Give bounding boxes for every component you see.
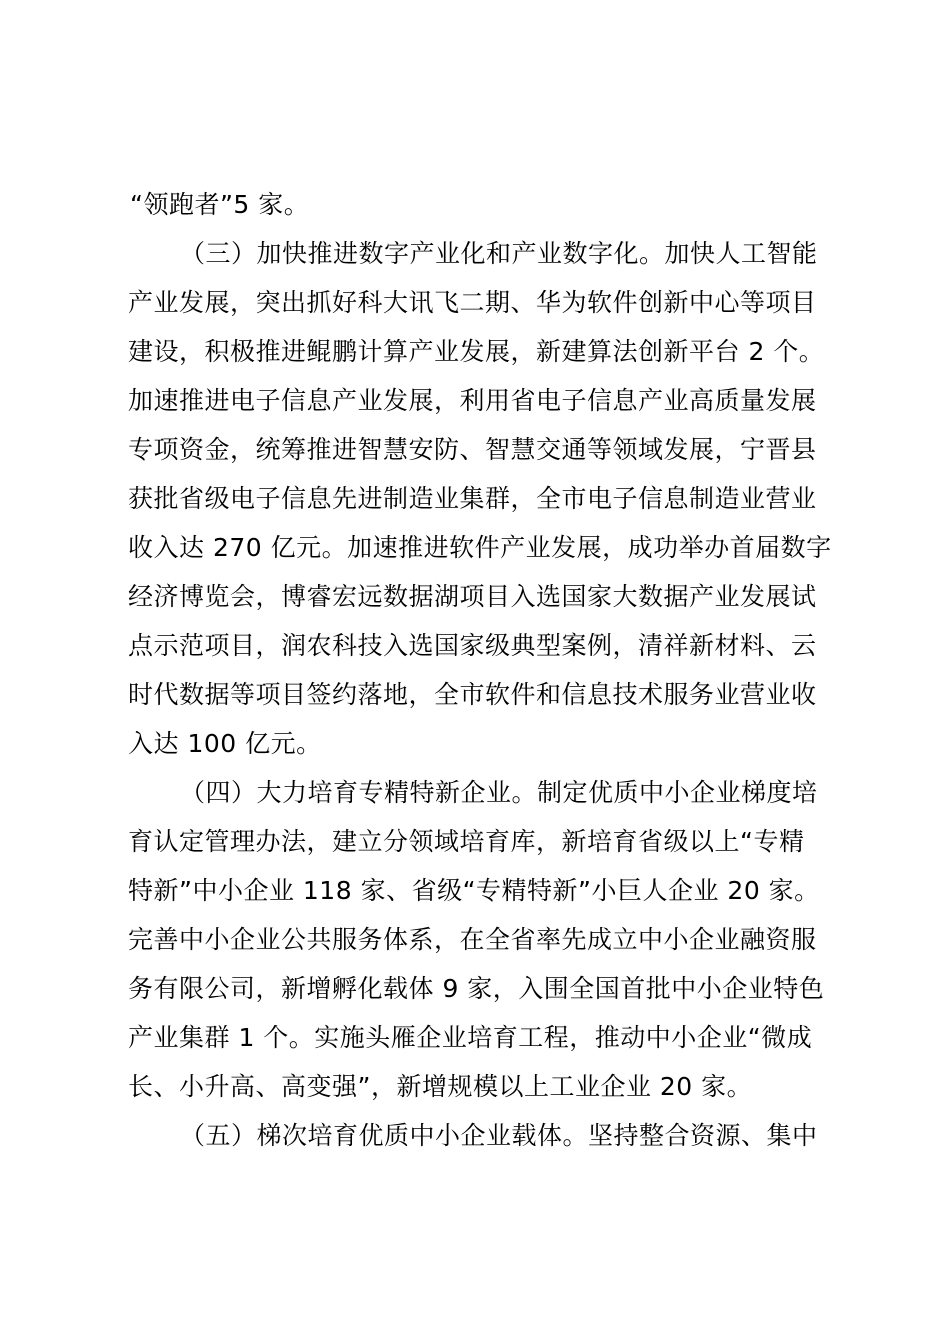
text-line: 加速推进电子信息产业发展，利用省电子信息产业高质量发展 xyxy=(128,386,817,415)
section-heading-line: （五）梯次培育优质中小企业载体。坚持整合资源、集中 xyxy=(180,1121,818,1150)
text-line: 获批省级电子信息先进制造业集群，全市电子信息制造业营业 xyxy=(128,484,817,513)
text-line: 经济博览会，博睿宏远数据湖项目入选国家大数据产业发展试 xyxy=(128,582,817,611)
text-line: 时代数据等项目签约落地，全市软件和信息技术服务业营业收 xyxy=(128,680,817,709)
text-line: 产业发展，突出抓好科大讯飞二期、华为软件创新中心等项目 xyxy=(128,288,817,317)
text-line: “领跑者”5 家。 xyxy=(130,190,310,219)
text-line: 完善中小企业公共服务体系，在全省率先成立中小企业融资服 xyxy=(128,925,817,954)
text-line: 入达 100 亿元。 xyxy=(128,729,322,758)
text-line: 育认定管理办法，建立分领域培育库，新培育省级以上“专精 xyxy=(128,827,805,856)
text-line: 点示范项目，润农科技入选国家级典型案例，清祥新材料、云 xyxy=(128,631,817,660)
text-line: 产业集群 1 个。实施头雁企业培育工程，推动中小企业“微成 xyxy=(128,1023,813,1052)
text-line: 特新”中小企业 118 家、省级“专精特新”小巨人企业 20 家。 xyxy=(128,876,820,905)
text-line: 务有限公司，新增孵化载体 9 家，入围全国首批中小企业特色 xyxy=(128,974,825,1003)
section-heading-line: （三）加快推进数字产业化和产业数字化。加快人工智能 xyxy=(180,239,818,268)
text-line: 收入达 270 亿元。加速推进软件产业发展，成功举办首届数字 xyxy=(128,533,832,562)
text-line: 专项资金，统筹推进智慧安防、智慧交通等领域发展，宁晋县 xyxy=(128,435,817,464)
text-line: 建设，积极推进鲲鹏计算产业发展，新建算法创新平台 2 个。 xyxy=(128,337,825,366)
section-heading-line: （四）大力培育专精特新企业。制定优质中小企业梯度培 xyxy=(180,778,818,807)
text-line: 长、小升高、高变强”，新增规模以上工业企业 20 家。 xyxy=(128,1072,753,1101)
